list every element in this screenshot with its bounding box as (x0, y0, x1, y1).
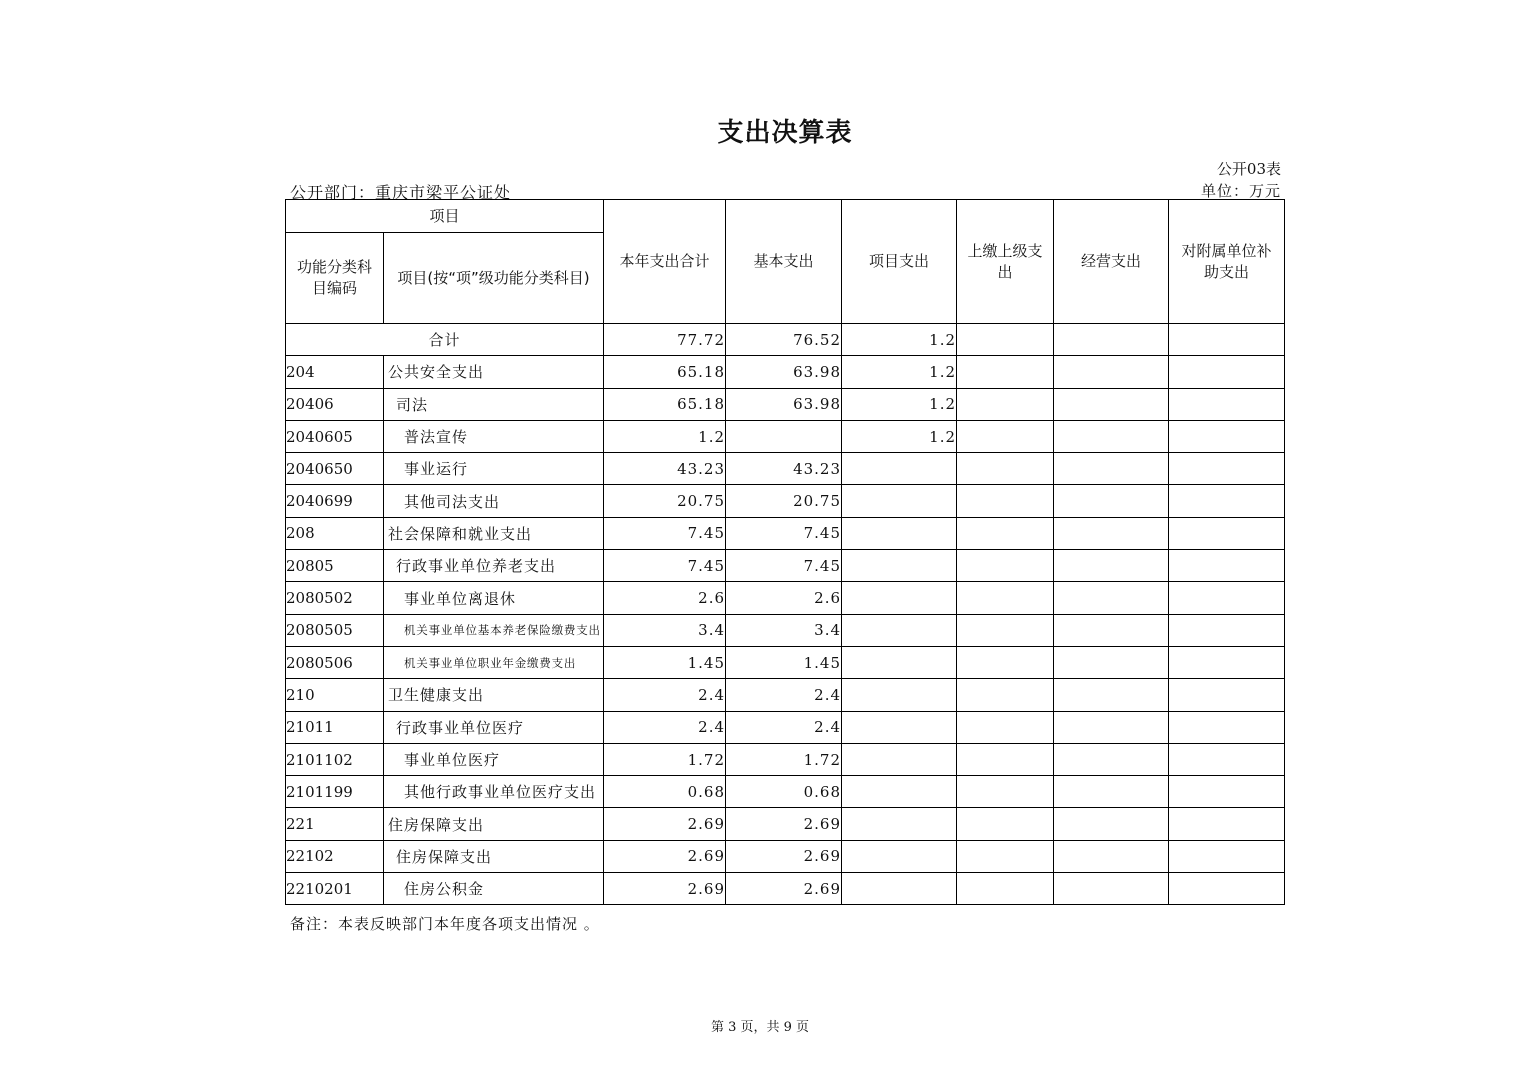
row-subsidy (1169, 388, 1285, 420)
row-name: 普法宣传 (384, 420, 604, 452)
row-total: 7.45 (604, 517, 726, 549)
row-name: 其他行政事业单位医疗支出 (384, 776, 604, 808)
total-upper (957, 324, 1054, 356)
row-basic: 2.6 (726, 582, 842, 614)
unit-label: 单位：万元 (1200, 182, 1281, 200)
row-basic: 1.45 (726, 646, 842, 678)
row-basic: 1.72 (726, 743, 842, 775)
row-upper (957, 808, 1054, 840)
row-subsidy (1169, 679, 1285, 711)
row-basic: 63.98 (726, 388, 842, 420)
row-basic: 2.69 (726, 840, 842, 872)
row-basic: 43.23 (726, 453, 842, 485)
total-label: 合计 (286, 324, 604, 356)
row-business (1054, 485, 1169, 517)
row-project: 1.2 (842, 356, 957, 388)
row-total: 20.75 (604, 485, 726, 517)
row-project (842, 840, 957, 872)
row-code: 2040605 (286, 420, 384, 452)
row-subsidy (1169, 711, 1285, 743)
total-amount: 77.72 (604, 324, 726, 356)
row-basic: 2.4 (726, 679, 842, 711)
row-upper (957, 420, 1054, 452)
row-upper (957, 582, 1054, 614)
row-code: 2040699 (286, 485, 384, 517)
department-label: 公开部门：重庆市梁平公证处 (290, 183, 512, 202)
row-code: 204 (286, 356, 384, 388)
table-row (286, 485, 1285, 517)
row-business (1054, 453, 1169, 485)
table-row (286, 646, 1285, 678)
row-subsidy (1169, 840, 1285, 872)
row-business (1054, 582, 1169, 614)
total-row (286, 324, 1285, 356)
row-project (842, 679, 957, 711)
row-project: 1.2 (842, 420, 957, 452)
row-upper (957, 711, 1054, 743)
row-project (842, 711, 957, 743)
row-code: 208 (286, 517, 384, 549)
row-subsidy (1169, 808, 1285, 840)
row-basic: 7.45 (726, 550, 842, 582)
row-name: 住房保障支出 (384, 840, 604, 872)
header-basic: 基本支出 (726, 200, 842, 324)
row-basic: 20.75 (726, 485, 842, 517)
row-upper (957, 646, 1054, 678)
row-business (1054, 356, 1169, 388)
table-row (286, 808, 1285, 840)
row-upper (957, 356, 1054, 388)
table-row (286, 614, 1285, 646)
row-name: 机关事业单位职业年金缴费支出 (384, 646, 604, 678)
row-basic: 2.69 (726, 873, 842, 905)
row-code: 210 (286, 679, 384, 711)
table-row (286, 453, 1285, 485)
row-business (1054, 517, 1169, 549)
total-subsidy (1169, 324, 1285, 356)
row-subsidy (1169, 614, 1285, 646)
row-name: 住房公积金 (384, 873, 604, 905)
row-subsidy (1169, 517, 1285, 549)
row-total: 2.6 (604, 582, 726, 614)
row-total: 0.68 (604, 776, 726, 808)
row-subsidy (1169, 776, 1285, 808)
row-business (1054, 388, 1169, 420)
row-business (1054, 550, 1169, 582)
row-project (842, 873, 957, 905)
header-name: 项目(按“项”级功能分类科目) (384, 233, 604, 324)
row-basic: 63.98 (726, 356, 842, 388)
header-subsidy: 对附属单位补助支出 (1169, 200, 1285, 324)
row-basic: 2.69 (726, 808, 842, 840)
row-total: 1.45 (604, 646, 726, 678)
row-code: 2080505 (286, 614, 384, 646)
header-upper: 上缴上级支出 (957, 200, 1054, 324)
table-row (286, 873, 1285, 905)
table-row (286, 711, 1285, 743)
row-business (1054, 743, 1169, 775)
row-name: 事业单位离退休 (384, 582, 604, 614)
row-project (842, 646, 957, 678)
row-total: 3.4 (604, 614, 726, 646)
row-total: 7.45 (604, 550, 726, 582)
row-business (1054, 776, 1169, 808)
header-project: 项目支出 (842, 200, 957, 324)
header-business: 经营支出 (1054, 200, 1169, 324)
row-code: 2040650 (286, 453, 384, 485)
row-subsidy (1169, 453, 1285, 485)
row-subsidy (1169, 485, 1285, 517)
row-business (1054, 420, 1169, 452)
row-upper (957, 840, 1054, 872)
row-name: 司法 (384, 388, 604, 420)
row-subsidy (1169, 550, 1285, 582)
row-basic: 7.45 (726, 517, 842, 549)
table-row (286, 743, 1285, 775)
table-row (286, 840, 1285, 872)
total-basic: 76.52 (726, 324, 842, 356)
row-upper (957, 614, 1054, 646)
row-total: 2.69 (604, 840, 726, 872)
row-total: 2.69 (604, 873, 726, 905)
row-project (842, 614, 957, 646)
row-name: 行政事业单位医疗 (384, 711, 604, 743)
row-project (842, 550, 957, 582)
row-code: 21011 (286, 711, 384, 743)
table-row (286, 582, 1285, 614)
row-business (1054, 646, 1169, 678)
row-code: 20406 (286, 388, 384, 420)
row-total: 65.18 (604, 356, 726, 388)
row-upper (957, 743, 1054, 775)
row-project: 1.2 (842, 388, 957, 420)
form-number: 公开03表 (1216, 160, 1281, 178)
row-upper (957, 873, 1054, 905)
row-upper (957, 550, 1054, 582)
row-upper (957, 679, 1054, 711)
page-title: 支出决算表 (717, 118, 853, 148)
header-total: 本年支出合计 (604, 200, 726, 324)
row-basic (726, 420, 842, 452)
row-upper (957, 485, 1054, 517)
row-project (842, 453, 957, 485)
table-row (286, 679, 1285, 711)
row-subsidy (1169, 743, 1285, 775)
table-row (286, 776, 1285, 808)
table-row (286, 388, 1285, 420)
row-total: 1.2 (604, 420, 726, 452)
row-project (842, 582, 957, 614)
row-code: 2101199 (286, 776, 384, 808)
row-code: 2080502 (286, 582, 384, 614)
row-subsidy (1169, 873, 1285, 905)
row-total: 2.4 (604, 711, 726, 743)
total-business (1054, 324, 1169, 356)
row-code: 20805 (286, 550, 384, 582)
row-total: 65.18 (604, 388, 726, 420)
row-name: 卫生健康支出 (384, 679, 604, 711)
row-business (1054, 711, 1169, 743)
row-name: 机关事业单位基本养老保险缴费支出 (384, 614, 604, 646)
row-name: 事业运行 (384, 453, 604, 485)
row-name: 住房保障支出 (384, 808, 604, 840)
table-row (286, 550, 1285, 582)
row-total: 43.23 (604, 453, 726, 485)
row-project (842, 776, 957, 808)
row-business (1054, 808, 1169, 840)
row-project (842, 517, 957, 549)
expenditure-table (285, 199, 1285, 905)
row-subsidy (1169, 646, 1285, 678)
row-business (1054, 840, 1169, 872)
row-subsidy (1169, 420, 1285, 452)
row-code: 2101102 (286, 743, 384, 775)
row-name: 公共安全支出 (384, 356, 604, 388)
row-total: 2.69 (604, 808, 726, 840)
row-upper (957, 388, 1054, 420)
header-code: 功能分类科目编码 (286, 233, 384, 324)
row-upper (957, 776, 1054, 808)
row-upper (957, 517, 1054, 549)
row-total: 2.4 (604, 679, 726, 711)
row-name: 其他司法支出 (384, 485, 604, 517)
table-note: 备注：本表反映部门本年度各项支出情况 。 (290, 915, 600, 933)
table-row (286, 420, 1285, 452)
header-item: 项目 (286, 200, 604, 233)
page-footer: 第 3 页，共 9 页 (710, 1020, 810, 1035)
row-basic: 3.4 (726, 614, 842, 646)
row-business (1054, 873, 1169, 905)
table-row (286, 517, 1285, 549)
row-code: 2080506 (286, 646, 384, 678)
row-code: 221 (286, 808, 384, 840)
row-project (842, 808, 957, 840)
row-total: 1.72 (604, 743, 726, 775)
row-business (1054, 614, 1169, 646)
row-subsidy (1169, 582, 1285, 614)
total-project: 1.2 (842, 324, 957, 356)
row-name: 行政事业单位养老支出 (384, 550, 604, 582)
row-business (1054, 679, 1169, 711)
row-basic: 2.4 (726, 711, 842, 743)
row-code: 22102 (286, 840, 384, 872)
row-project (842, 485, 957, 517)
table-row (286, 356, 1285, 388)
row-subsidy (1169, 356, 1285, 388)
row-basic: 0.68 (726, 776, 842, 808)
row-name: 事业单位医疗 (384, 743, 604, 775)
row-project (842, 743, 957, 775)
row-name: 社会保障和就业支出 (384, 517, 604, 549)
row-code: 2210201 (286, 873, 384, 905)
row-upper (957, 453, 1054, 485)
